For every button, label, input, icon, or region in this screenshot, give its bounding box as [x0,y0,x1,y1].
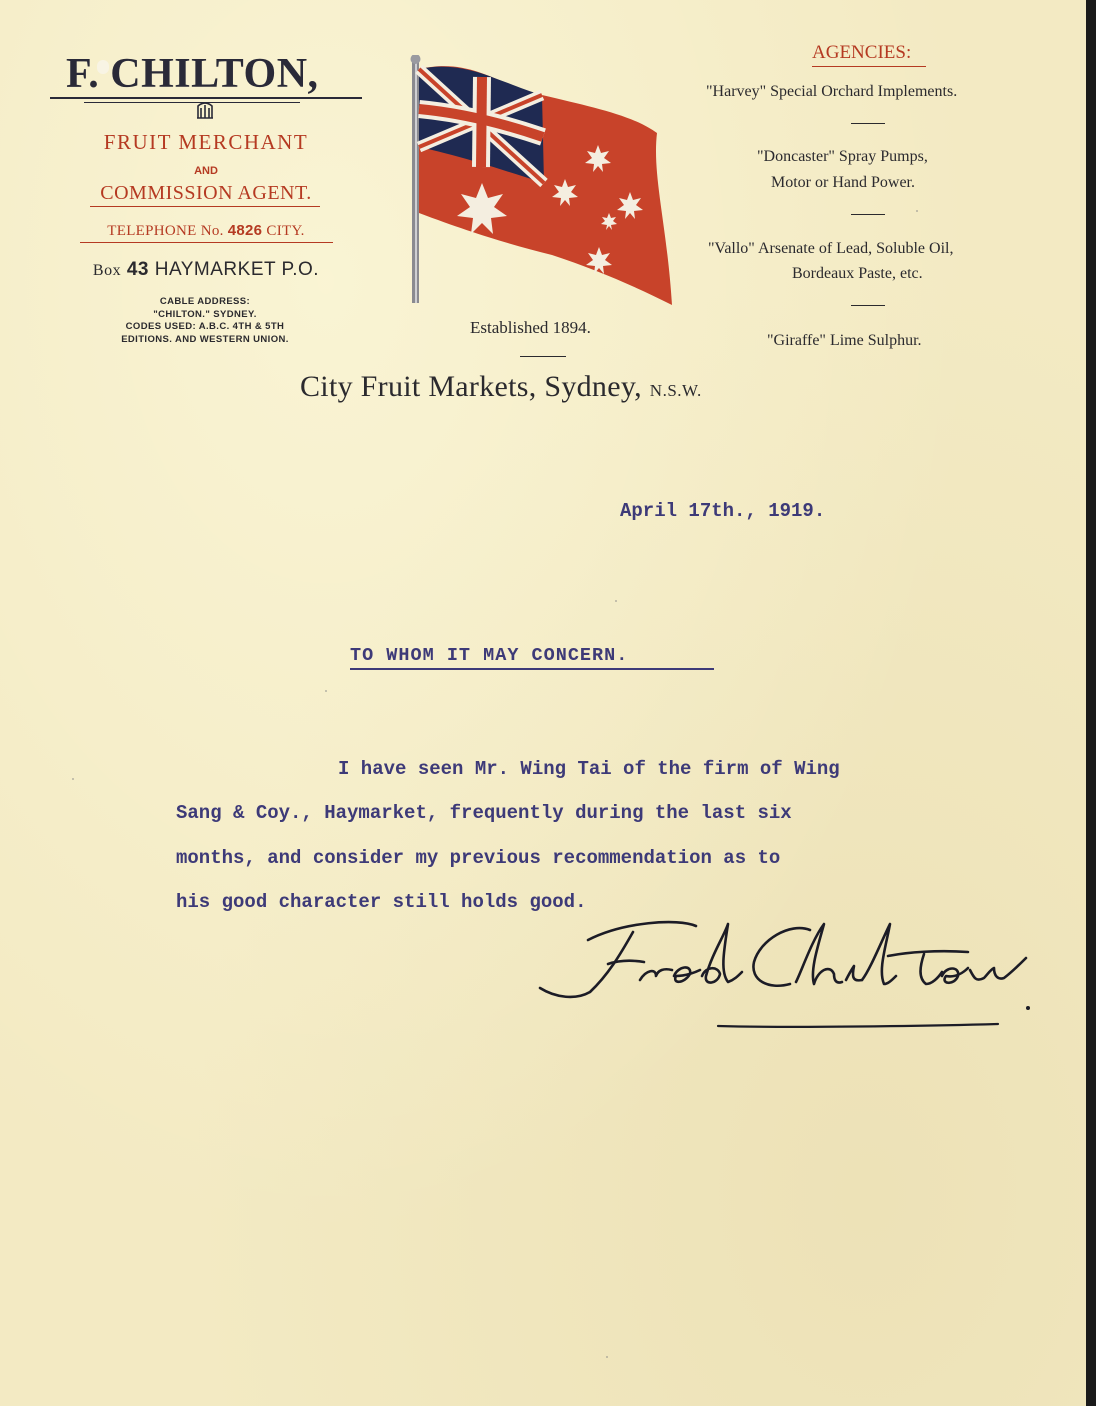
telephone-suffix: CITY. [266,223,305,239]
telephone-rule [80,242,333,243]
occupation-line1: FRUIT MERCHANT [103,130,309,154]
letter-date: April 17th., 1919. [620,500,826,522]
telephone [50,222,362,240]
australian-red-ensign-flag-icon [402,55,692,315]
location-text: City Fruit Markets, Sydney, [300,370,642,403]
agency-divider [851,214,885,215]
box-suffix: HAYMARKET P.O. [154,259,320,280]
monogram-icon [190,100,220,120]
telephone-number: 4826 [227,222,263,239]
agency-vallo: "Vallo" Arsenate of Lead, Soluble Oil, [708,240,954,257]
agency-divider [851,123,885,124]
paper-speck [615,600,617,602]
cable-address [80,296,330,346]
letter-salutation: TO WHOM IT MAY CONCERN. [350,645,629,666]
agency-divider [851,305,885,306]
body-line: Sang & Coy., Haymarket, frequently during the last six [176,802,792,824]
cable-line: CODES USED: A.B.C. 4TH & 5TH [125,321,285,332]
cable-line: "CHILTON." SYDNEY. [153,308,257,320]
body-line: I have seen Mr. Wing Tai of the firm of Wing [338,758,840,780]
agencies-heading-rule [812,66,926,67]
established-year: Established 1894. [470,318,591,337]
box-number: 43 [126,259,149,280]
paper-speck [325,690,327,692]
paper-speck [606,1356,608,1358]
agency-doncaster: "Doncaster" Spray Pumps, [757,148,928,165]
paper-speck [916,210,918,212]
occupation-and: AND [194,165,218,177]
paper-speck [72,778,74,780]
telephone-prefix: TELEPHONE No. [107,223,224,239]
handwritten-signature [528,900,1048,1040]
agencies-heading: AGENCIES: [812,42,912,63]
location-state: N.S.W. [649,381,702,400]
agency-harvey: "Harvey" Special Orchard Implements. [706,83,958,100]
occupation-line2: COMMISSION AGENT. [100,182,312,204]
firm-name-rule [50,97,362,99]
occupation-rule [90,206,320,207]
agency-vallo-line2: Bordeaux Paste, etc. [792,265,923,282]
box-address [50,259,362,281]
box-prefix: Box [92,262,122,279]
salutation-underline [350,668,714,670]
cable-line: CABLE ADDRESS: [159,296,251,307]
firm-name: F. CHILTON, [66,51,319,97]
agency-doncaster-line2: Motor or Hand Power. [771,174,915,191]
body-line: months, and consider my previous recommendation as to [176,847,781,869]
cable-line: EDITIONS. AND WESTERN UNION. [121,333,289,345]
established-rule [520,356,566,357]
business-location [300,370,702,404]
agency-giraffe: "Giraffe" Lime Sulphur. [767,332,922,349]
body-line: his good character still holds good. [176,891,587,913]
